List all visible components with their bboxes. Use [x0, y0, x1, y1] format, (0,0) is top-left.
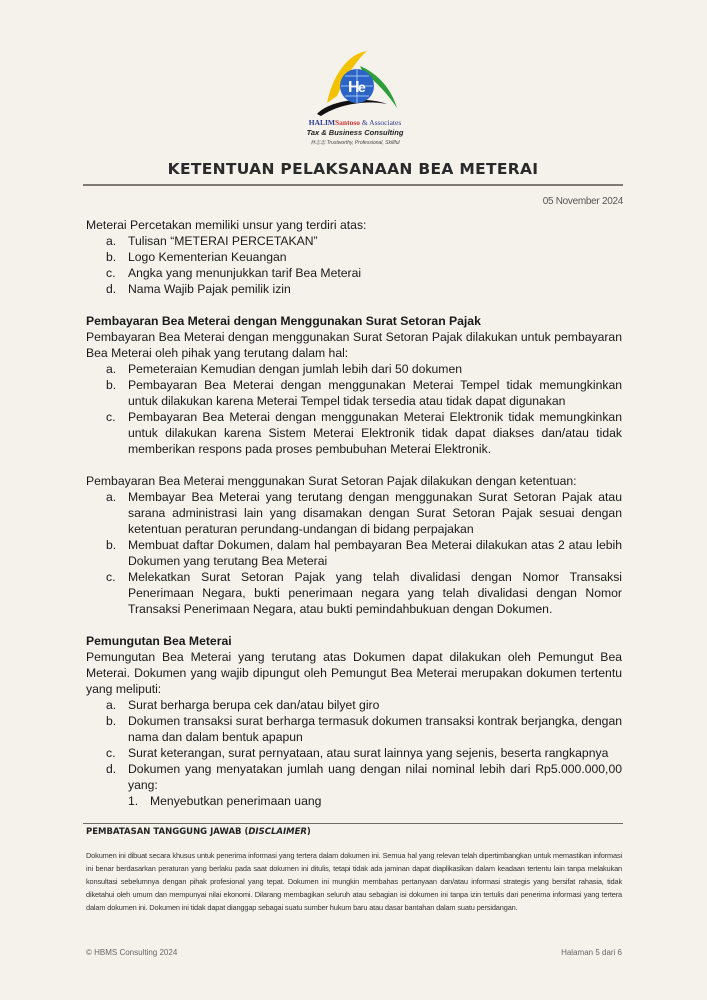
list-item: b. Membuat daftar Dokumen, dalam hal pembayaran Bea Meterai dilakukan atas 2 atau lebih Dokumen yang terutang Bea Meterai — [106, 538, 622, 568]
meterai-elements-list — [86, 233, 622, 297]
list-item: c. Surat keterangan, surat pernyataan, atau surat lainnya yang sejenis, beserta rangkapnya — [106, 746, 609, 760]
list-item: b. Logo Kementerian Keuangan — [106, 250, 287, 264]
list-item: d. Nama Wajib Pajak pemilik izin — [106, 282, 291, 296]
ssp-conditions-list — [86, 361, 622, 457]
disclaimer-text: Dokumen ini dibuat secara khusus untuk penerima informasi yang tertera dalam dokumen ini. Semua hal yang relevan telah dipertimbangkan untuk memastikan informasi ini benar berdasarkan peraturan yang berlaku pada saat dokumen ini ditulis, tetapi tidak ada jaminan dapat diaplikasikan dalam keadaan tertentu lain tanpa melakukan konsultasi sebelumnya dengan pihak profesional yang tepat. Dokumen ini mungkin membahas pertanyaan dan/atau informasi strategis yang bersifat rahasia, tidak diketahui oleh umum dan mempunyai nilai ekonomi. Dilarang membagikan seluruh atau sebagian isi dokumen ini tanpa izin tertulis dari penerima informasi yang tertera dalam dokumen ini. Dokumen ini tidak dapat dianggap sebagai suatu sumber hukum baru atau dasar bantahan dalam suatu persidangan. — [86, 851, 622, 912]
section-heading-pemungutan: Pemungutan Bea Meterai — [86, 634, 232, 648]
ssp-lead: Pembayaran Bea Meterai dengan menggunakan Surat Setoran Pajak dilakukan untuk pembayaran Bea Meterai oleh pihak yang terutang dalam hal: — [86, 330, 622, 360]
document-body — [86, 217, 622, 809]
list-item: c. Melekatkan Surat Setoran Pajak yang telah divalidasi dengan Nomor Transaksi Penerimaan Negara, bukti penerimaan negara yang telah divalidasi dengan Nomor Transaksi Penerimaan Negara, atau bukti pemindahbukuan dengan Dokumen. — [106, 570, 622, 616]
intro-lead: Meterai Percetakan memiliki unsur yang terdiri atas: — [86, 218, 367, 232]
globe-orbit-logo-icon — [305, 48, 405, 118]
ssp-lead-2: Pembayaran Bea Meterai menggunakan Surat Setoran Pajak dilakukan dengan ketentuan: — [86, 474, 577, 488]
list-item: b. Pembayaran Bea Meterai dengan menggunakan Meterai Tempel tidak memungkinkan untuk dilakukan karena Meterai Tempel tidak tersedia atau tidak dapat digunakan — [106, 378, 622, 408]
list-item: a. Pemeteraian Kemudian dengan jumlah lebih dari 50 dokumen — [106, 362, 463, 376]
list-item: c. Pembayaran Bea Meterai dengan menggunakan Meterai Elektronik tidak memungkinkan untuk dilakukan karena Sistem Meterai Elektronik tidak dapat diakses dan/atau tidak memberikan respons pada proses pembubuhan Meterai Elektronik. — [106, 410, 622, 456]
list-item: d. Dokumen yang menyatakan jumlah uang dengan nilai nominal lebih dari Rp5.000.000,00 yang: 1. Menyebutkan penerimaan uang — [106, 762, 622, 808]
footer-copyright: © HBMS Consulting 2024 — [86, 948, 178, 957]
list-item: c. Angka yang menunjukkan tarif Bea Meterai — [106, 266, 362, 280]
document-date: 05 November 2024 — [542, 196, 623, 207]
pemungutan-documents-list — [86, 697, 622, 809]
list-item: a. Surat berharga berupa cek dan/atau bilyet giro — [106, 698, 380, 712]
svg-text:H: H — [348, 79, 360, 96]
svg-text:e: e — [358, 79, 366, 95]
list-item: a. Membayar Bea Meterai yang terutang dengan menggunakan Surat Setoran Pajak atau sarana administrasi lain yang disamakan dengan Surat Setoran Pajak sesuai dengan ketentuan peraturan perundang-undangan di bidang perpajakan — [106, 490, 622, 536]
disclaimer-divider — [83, 823, 623, 824]
nominal-document-sublist — [128, 793, 622, 809]
logo-motto: 林志忠 Trustworthy, Professional, Skillful — [310, 140, 400, 146]
sub-list-item: 1. Menyebutkan penerimaan uang — [128, 794, 322, 808]
logo-tagline: Tax & Business Consulting — [306, 128, 404, 137]
company-logo — [280, 48, 430, 153]
page-title: KETENTUAN PELAKSANAAN BEA METERAI — [167, 160, 539, 178]
list-item: b. Dokumen transaksi surat berharga termasuk dokumen transaksi kontrak berjangka, dengan nama dan dalam bentuk apapun — [106, 714, 622, 744]
logo-brand-name: HALIMSantoso & Associates — [308, 118, 402, 127]
pemungutan-lead: Pemungutan Bea Meterai yang terutang atas Dokumen dapat dilakukan oleh Pemungut Bea Meterai. Dokumen yang wajib dipungut oleh Pemungut Bea Meterai merupakan dokumen tertentu yang meliputi: — [86, 650, 622, 696]
footer-page-number: Halaman 5 dari 6 — [561, 948, 622, 957]
title-divider — [83, 184, 623, 186]
list-item: a. Tulisan “METERAI PERCETAKAN” — [106, 234, 318, 248]
section-heading-ssp: Pembayaran Bea Meterai dengan Menggunakan Surat Setoran Pajak — [86, 314, 481, 328]
ssp-provisions-list — [86, 489, 622, 617]
disclaimer-title: PEMBATASAN TANGGUNG JAWAB (DISCLAIMER) — [86, 827, 311, 837]
